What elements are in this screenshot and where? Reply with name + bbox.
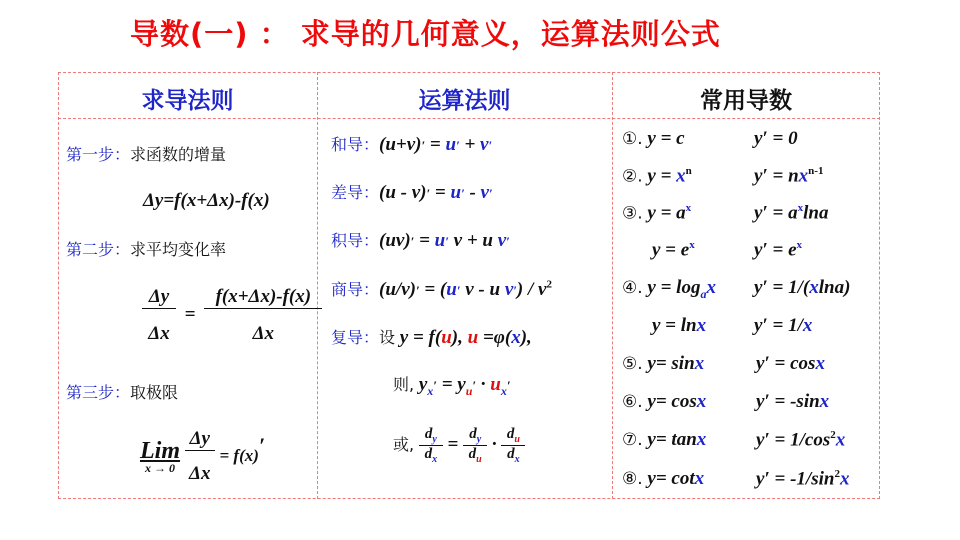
frac-delta-y-over-delta-x xyxy=(185,428,215,485)
common-row-3: ③. $y = a^x$ $y' = a^x\ln a$ xyxy=(622,202,829,224)
quotient-rule: 商导：(u/v)′ = (u′ v - u $v') / v^2$ xyxy=(331,278,552,300)
common-row-4: ④. $y = \log_ax$ y′ = 1/(xlna) xyxy=(622,277,851,301)
sum-rule: 和导：(u+v)′ = u′ + v′ xyxy=(331,134,493,155)
row-number: ③. xyxy=(622,203,643,224)
page-title: 导数(一) ： 求导的几何意义，运算法则公式 xyxy=(130,17,721,51)
row-number: ⑥. xyxy=(622,392,643,412)
prime-mark: ′ xyxy=(258,432,266,458)
chain-rule-label: 复导： xyxy=(331,328,380,347)
difference-rule: 差导：(u - v)′ = u′ - v′ xyxy=(331,182,493,203)
column-divider-2 xyxy=(612,72,613,499)
limit-formula xyxy=(140,428,265,485)
frac-difference-quotient xyxy=(204,286,322,345)
product-rule-label: 积导： xyxy=(331,231,380,250)
frac-delta-y-over-delta-x xyxy=(142,286,176,345)
chain-rule-line-2: 则, $y_x' = y_u' \cdot u_x'$ xyxy=(393,374,511,398)
average-rate-formula xyxy=(142,286,322,345)
lim-subscript: x → 0 xyxy=(145,460,175,475)
limit-operator xyxy=(140,438,180,476)
quotient-rule-label: 商导： xyxy=(331,280,380,299)
limit-result: = f(x) xyxy=(219,445,259,465)
delta-y-formula: Δy=f(x+Δx)-f(x) xyxy=(143,190,270,211)
sum-rule-label: 和导： xyxy=(331,135,380,154)
header-operation-rules: 运算法则 xyxy=(418,88,511,114)
common-row-8: ⑧. y= cotx $y' = -1/\sin^2x$ xyxy=(622,468,850,490)
chain-rule-then: 则, xyxy=(393,375,415,394)
step-1 xyxy=(66,142,226,165)
chain-rule-line-3: 或, $\frac{d_y}{d_x}$ = $\frac{d_y}{d_u}$ · $\frac{d_u}{d_x}$ xyxy=(393,426,525,465)
common-row-5: ⑤. y= sinx y′ = cosx xyxy=(622,353,825,374)
common-row-6: ⑥. y= cosx y′ = -sinx xyxy=(622,391,830,412)
step-3 xyxy=(66,380,178,403)
row-number: ②. xyxy=(622,166,643,187)
header-derivation-rules: 求导法则 xyxy=(141,88,234,114)
frac-den: Δx xyxy=(142,308,176,345)
frac-num: Δy xyxy=(148,286,170,307)
frac-dy-du: $\frac{d_y}{d_u}$ xyxy=(463,426,487,465)
frac-den: Δx xyxy=(185,450,215,485)
step-2-text: 求平均变化率 xyxy=(130,240,227,259)
chain-rule-line-1: 复导：设 y = f(u), u =φ(x), xyxy=(331,327,532,348)
row-number: ⑧. xyxy=(622,469,643,489)
equals-sign: = xyxy=(184,303,196,325)
step-3-label: 第三步： xyxy=(66,383,131,402)
common-row-1: ①. y = c y′ = 0 xyxy=(622,128,798,149)
chain-rule-let: 设 xyxy=(379,328,396,347)
row-number: ④. xyxy=(622,278,643,298)
row-number: ⑦. xyxy=(622,430,643,450)
header-divider xyxy=(58,118,880,119)
difference-rule-label: 差导： xyxy=(331,183,380,202)
step-2-label: 第二步： xyxy=(66,240,131,259)
lim-word: Lim xyxy=(140,437,180,464)
frac-du-dx: $\frac{d_u}{d_x}$ xyxy=(501,426,525,465)
header-common-derivatives: 常用导数 xyxy=(700,88,792,114)
row-number: ⑤. xyxy=(622,354,643,374)
step-1-text: 求函数的增量 xyxy=(130,145,227,164)
common-row-3b: $y = e^x$ $y' = e^x$ xyxy=(652,239,803,261)
step-3-text: 取极限 xyxy=(130,383,179,402)
frac-num: Δy xyxy=(189,428,210,449)
common-row-4b: y = lnx y′ = 1/x xyxy=(652,315,813,336)
frac-den: Δx xyxy=(204,308,322,345)
common-row-2: ②. $y = x^n$ $y' = nx^{n-1}$ xyxy=(622,165,824,187)
step-2 xyxy=(66,237,226,260)
product-rule: 积导：(uv)′ = u′ v + u v′ xyxy=(331,230,510,251)
frac-num: f(x+Δx)-f(x) xyxy=(215,286,312,307)
row-number: ①. xyxy=(622,129,643,149)
chain-rule-or: 或, xyxy=(393,434,415,454)
step-1-label: 第一步： xyxy=(66,145,131,164)
frac-dy-dx: $\frac{d_y}{d_x}$ xyxy=(419,426,443,465)
common-row-7: ⑦. y= tanx $y' = 1/\cos^2x$ xyxy=(622,429,846,451)
